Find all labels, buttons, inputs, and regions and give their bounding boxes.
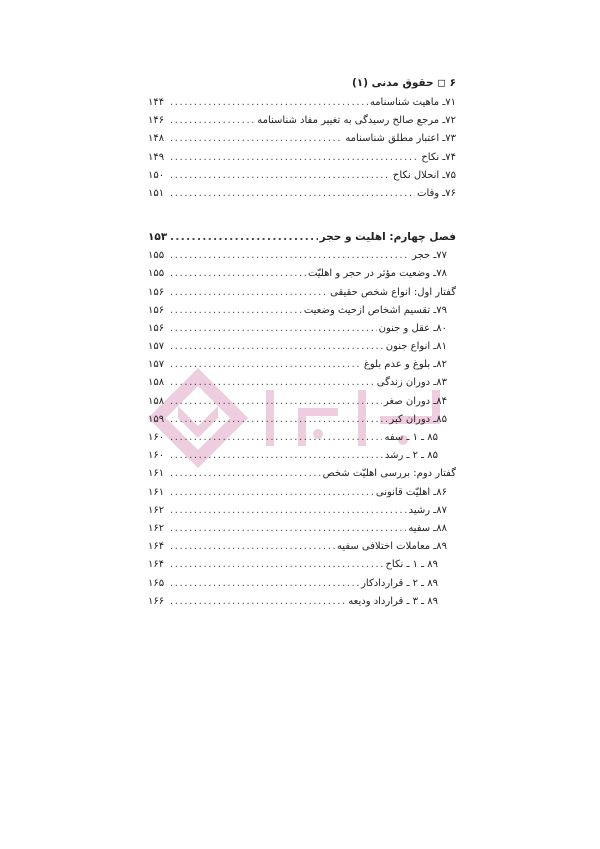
dot-leader bbox=[170, 167, 391, 185]
toc-entry-page-number: ۱۵۶ bbox=[148, 322, 165, 334]
toc-entry[interactable] bbox=[148, 393, 456, 411]
toc-entry[interactable] bbox=[148, 265, 456, 283]
toc-entry[interactable] bbox=[148, 593, 456, 611]
toc-entry[interactable] bbox=[148, 447, 456, 465]
dot-leader bbox=[170, 320, 377, 338]
toc-section-1 bbox=[148, 94, 456, 203]
toc-entry-page-number: ۱۴۶ bbox=[148, 115, 165, 127]
dot-leader bbox=[170, 593, 346, 611]
toc-entry-page-number: ۱۶۰ bbox=[148, 432, 165, 443]
toc-entry[interactable] bbox=[148, 94, 456, 112]
toc-entry-page-number: ۱۶۱ bbox=[148, 486, 165, 498]
chapter-title: فصل چهارم: اهلیت و حجر bbox=[319, 231, 456, 244]
toc-entry[interactable] bbox=[148, 484, 456, 502]
dot-leader bbox=[170, 284, 328, 302]
toc-entry[interactable] bbox=[148, 429, 456, 447]
toc-entry-title: ۸۴ـ دوران صغر bbox=[383, 395, 447, 407]
dot-leader bbox=[170, 393, 382, 411]
dot-leader bbox=[170, 520, 406, 538]
toc-entry-title: ۷۸ـ وضعیت مؤثر در حجر و اهلیّت bbox=[307, 268, 447, 280]
running-header: ۶ ◻ حقوق مدنی (۱) bbox=[351, 77, 456, 89]
dot-leader bbox=[170, 447, 383, 465]
toc-section-2 bbox=[148, 247, 456, 611]
toc-entry-page-number: ۱۵۰ bbox=[148, 169, 165, 181]
toc-entry-page-number: ۱۶۴ bbox=[148, 559, 165, 571]
dot-leader bbox=[170, 94, 368, 112]
dot-leader bbox=[170, 302, 302, 320]
toc-entry[interactable] bbox=[148, 149, 456, 167]
dot-leader bbox=[170, 149, 419, 167]
toc-entry-title: ۷۱ـ ماهیت شناسنامه bbox=[369, 97, 456, 108]
toc-entry-title: ۸۹ ـ ۱ ـ نکاح bbox=[385, 559, 438, 571]
toc-entry-title: گفتار دوم: بررسی اهلیّت شخص bbox=[322, 468, 456, 480]
dot-leader bbox=[170, 429, 382, 447]
toc-entry[interactable] bbox=[148, 112, 456, 130]
section-gap bbox=[148, 203, 456, 227]
toc-entry-page-number: ۱۵۷ bbox=[148, 359, 165, 371]
toc-entry-title: ۸۵ـ دوران کبر bbox=[389, 413, 447, 425]
toc-entry-page-number: ۱۶۰ bbox=[148, 450, 165, 462]
toc-entry-title: ۸۵ ـ ۲ ـ رشد bbox=[384, 450, 438, 462]
dot-leader bbox=[170, 112, 255, 130]
toc-entry[interactable] bbox=[148, 575, 456, 593]
dot-leader bbox=[170, 411, 387, 429]
dot-leader bbox=[170, 538, 335, 556]
dot-leader bbox=[170, 247, 410, 265]
toc-entry-title: ۷۷ـ حجر bbox=[411, 250, 447, 262]
dot-leader bbox=[170, 130, 343, 148]
toc-entry[interactable] bbox=[148, 338, 456, 356]
toc-entry[interactable] bbox=[148, 320, 456, 338]
toc-entry[interactable] bbox=[148, 556, 456, 574]
toc-entry-page-number: ۱۴۴ bbox=[148, 97, 165, 108]
toc-entry-title: ۸۹ ـ ۲ ـ قراردادکار bbox=[361, 577, 438, 589]
toc-entry-page-number: ۱۵۵ bbox=[148, 250, 165, 262]
chapter-page-number: ۱۵۳ bbox=[148, 231, 168, 244]
chapter-heading[interactable] bbox=[148, 227, 456, 247]
toc-entry-title: ۸۹ـ معاملات اختلافی سفیه bbox=[336, 541, 447, 553]
toc-entry-title: ۷۹ـ تقسیم اشخاص ازحیث وضعیت bbox=[303, 304, 447, 316]
toc-entry-title: ۸۲ـ بلوغ و عدم بلوغ bbox=[363, 359, 447, 371]
dot-leader bbox=[170, 556, 383, 574]
toc-entry-title: ۸۱ـ انواع جنون bbox=[385, 341, 447, 353]
toc-entry[interactable] bbox=[148, 538, 456, 556]
toc-entry-title: ۷۴ـ نکاح bbox=[421, 151, 456, 163]
dot-leader bbox=[170, 484, 374, 502]
toc-entry[interactable] bbox=[148, 356, 456, 374]
toc-entry-title: گفتار اول: انواع شخص حقیقی bbox=[330, 286, 456, 298]
toc-entry-page-number: ۱۵۵ bbox=[148, 268, 165, 280]
toc-entry-page-number: ۱۴۹ bbox=[148, 151, 165, 163]
toc-entry[interactable] bbox=[148, 374, 456, 392]
toc-entry-title: ۷۵ـ انحلال نکاح bbox=[392, 169, 456, 181]
toc-entry[interactable] bbox=[148, 302, 456, 320]
toc-entry[interactable] bbox=[148, 284, 456, 302]
toc-entry-page-number: ۱۵۸ bbox=[148, 395, 165, 407]
toc-entry-title: ۸۹ ـ ۳ ـ قرارداد ودیعه bbox=[348, 595, 438, 607]
dot-leader bbox=[170, 265, 306, 283]
toc-entry-page-number: ۱۵۸ bbox=[148, 377, 165, 389]
toc-entry-page-number: ۱۵۹ bbox=[148, 413, 165, 425]
dot-leader bbox=[170, 465, 321, 483]
toc-entry[interactable] bbox=[148, 502, 456, 520]
toc-entry-page-number: ۱۶۲ bbox=[148, 522, 165, 534]
toc-entry-title: ۸۷ـ رشید bbox=[408, 504, 447, 516]
toc-entry-page-number: ۱۵۶ bbox=[148, 286, 165, 298]
toc-entry[interactable] bbox=[148, 167, 456, 185]
toc-entry[interactable] bbox=[148, 411, 456, 429]
toc-entry-title: ۸۰ـ عقل و جنون bbox=[378, 322, 447, 334]
toc-entry-page-number: ۱۵۱ bbox=[148, 187, 165, 199]
toc-entry-title: ۸۵ ـ ۱ ـ سفه bbox=[384, 432, 438, 443]
dot-leader bbox=[170, 185, 415, 203]
toc-entry-page-number: ۱۶۶ bbox=[148, 595, 165, 607]
toc-entry-title: ۸۶ـ اهلیّت قانونی bbox=[375, 486, 447, 498]
toc-entry-title: ۷۳ـ اعتبار مطلق شناسنامه bbox=[345, 133, 456, 145]
toc-entry-title: ۸۸ـ سفیه bbox=[408, 522, 447, 534]
toc-page bbox=[148, 72, 456, 611]
toc-entry-page-number: ۱۶۵ bbox=[148, 577, 165, 589]
toc-entry-page-number: ۱۶۲ bbox=[148, 504, 165, 516]
toc-entry-title: ۷۶ـ وفات bbox=[417, 187, 456, 199]
toc-entry[interactable] bbox=[148, 130, 456, 148]
toc-entry[interactable] bbox=[148, 247, 456, 265]
dot-leader bbox=[170, 502, 407, 520]
toc-entry-page-number: ۱۶۱ bbox=[148, 468, 165, 480]
toc-entry[interactable] bbox=[148, 465, 456, 483]
toc-entry-page-number: ۱۵۶ bbox=[148, 304, 165, 316]
dot-leader bbox=[170, 575, 359, 593]
toc-entry-title: ۷۲ـ مرجع صالح رسیدگی به تغییر مفاد شناسنامه bbox=[257, 115, 456, 127]
dot-leader bbox=[170, 356, 362, 374]
toc-entry-title: ۸۳ـ دوران زندگی bbox=[376, 377, 447, 389]
toc-entry[interactable] bbox=[148, 185, 456, 203]
toc-entry-page-number: ۱۴۸ bbox=[148, 133, 165, 145]
toc-entry-page-number: ۱۵۷ bbox=[148, 341, 165, 353]
dot-leader bbox=[170, 338, 384, 356]
toc-entry[interactable] bbox=[148, 520, 456, 538]
dot-leader bbox=[170, 227, 318, 247]
toc-entry-page-number: ۱۶۴ bbox=[148, 541, 165, 553]
dot-leader bbox=[170, 374, 375, 392]
